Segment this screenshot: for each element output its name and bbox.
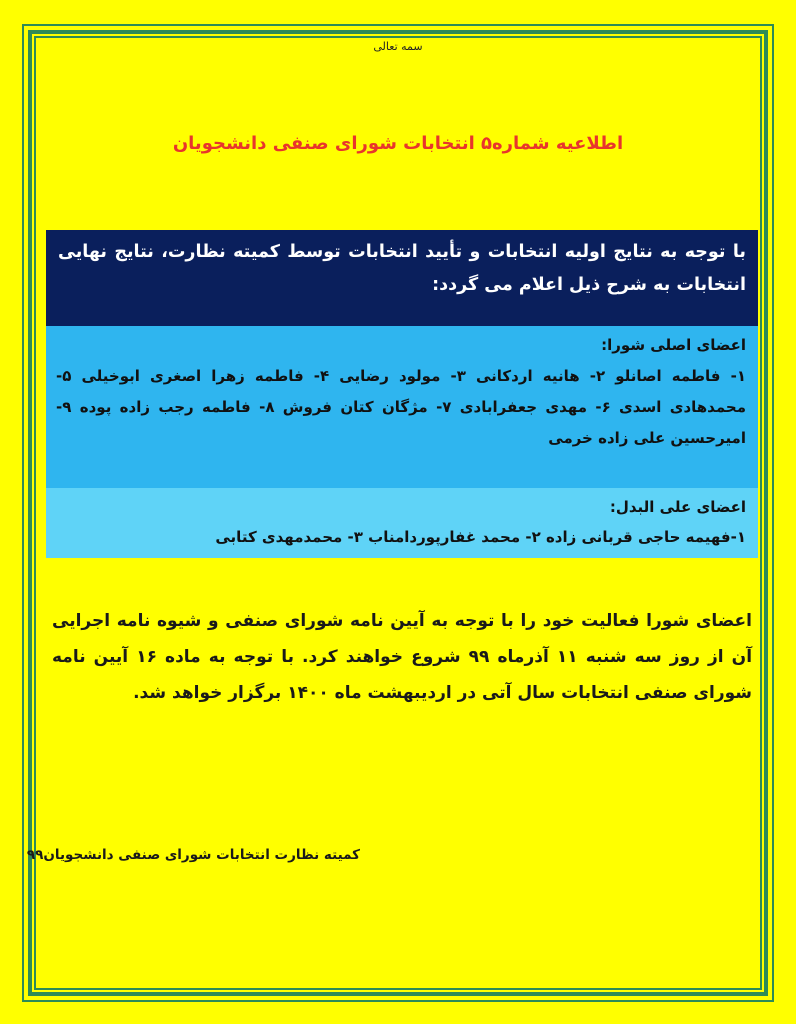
intro-box [46, 230, 758, 326]
announcement-title: اطلاعیه شماره۵ انتخابات شورای صنفی دانشجویان [172, 133, 624, 154]
alternate-members-label: اعضای علی البدل: [609, 498, 746, 516]
intro-text: با توجه به نتایج اولیه انتخابات و تأیید انتخابات توسط کمیته نظارت، نتایج نهایی انتخابات به شرح ذیل اعلام می گردد: [58, 242, 746, 295]
main-members-list: ۱- فاطمه اصانلو ۲- هانیه اردکانی ۳- مولود رضایی ۴- فاطمه زهرا اصغری ابوخیلی ۵- محمدهادی اسدی ۶- مهدی جعفرابادی ۷- مژگان کتان فروش ۸- فاطمه رجب زاده پوده ۹- امیرحسین علی زاده خرمی [56, 367, 747, 447]
main-members-label: اعضای اصلی شورا: [601, 336, 746, 354]
bismillah-header: سمه تعالی [373, 40, 423, 53]
signature: کمیته نظارت انتخابات شورای صنفی دانشجویان۹۹ [26, 847, 360, 863]
body-paragraph: اعضای شورا فعالیت خود را با توجه به آیین نامه شورای صنفی و شیوه نامه اجرایی آن از روز سه شنبه ۱۱ آذرماه ۹۹ شروع خواهند کرد. با توجه به ماده ۱۶ آیین نامه شورای صنفی انتخابات سال آتی در اردیبهشت ماه ۱۴۰۰ برگزار خواهد شد. [52, 611, 753, 703]
alternate-members-box [46, 488, 758, 558]
main-members-box [46, 326, 758, 488]
alternate-members-list: ۱-فهیمه حاجی قربانی زاده ۲- محمد غفارپوردامناب ۳- محمدمهدی کتابی [215, 528, 746, 546]
